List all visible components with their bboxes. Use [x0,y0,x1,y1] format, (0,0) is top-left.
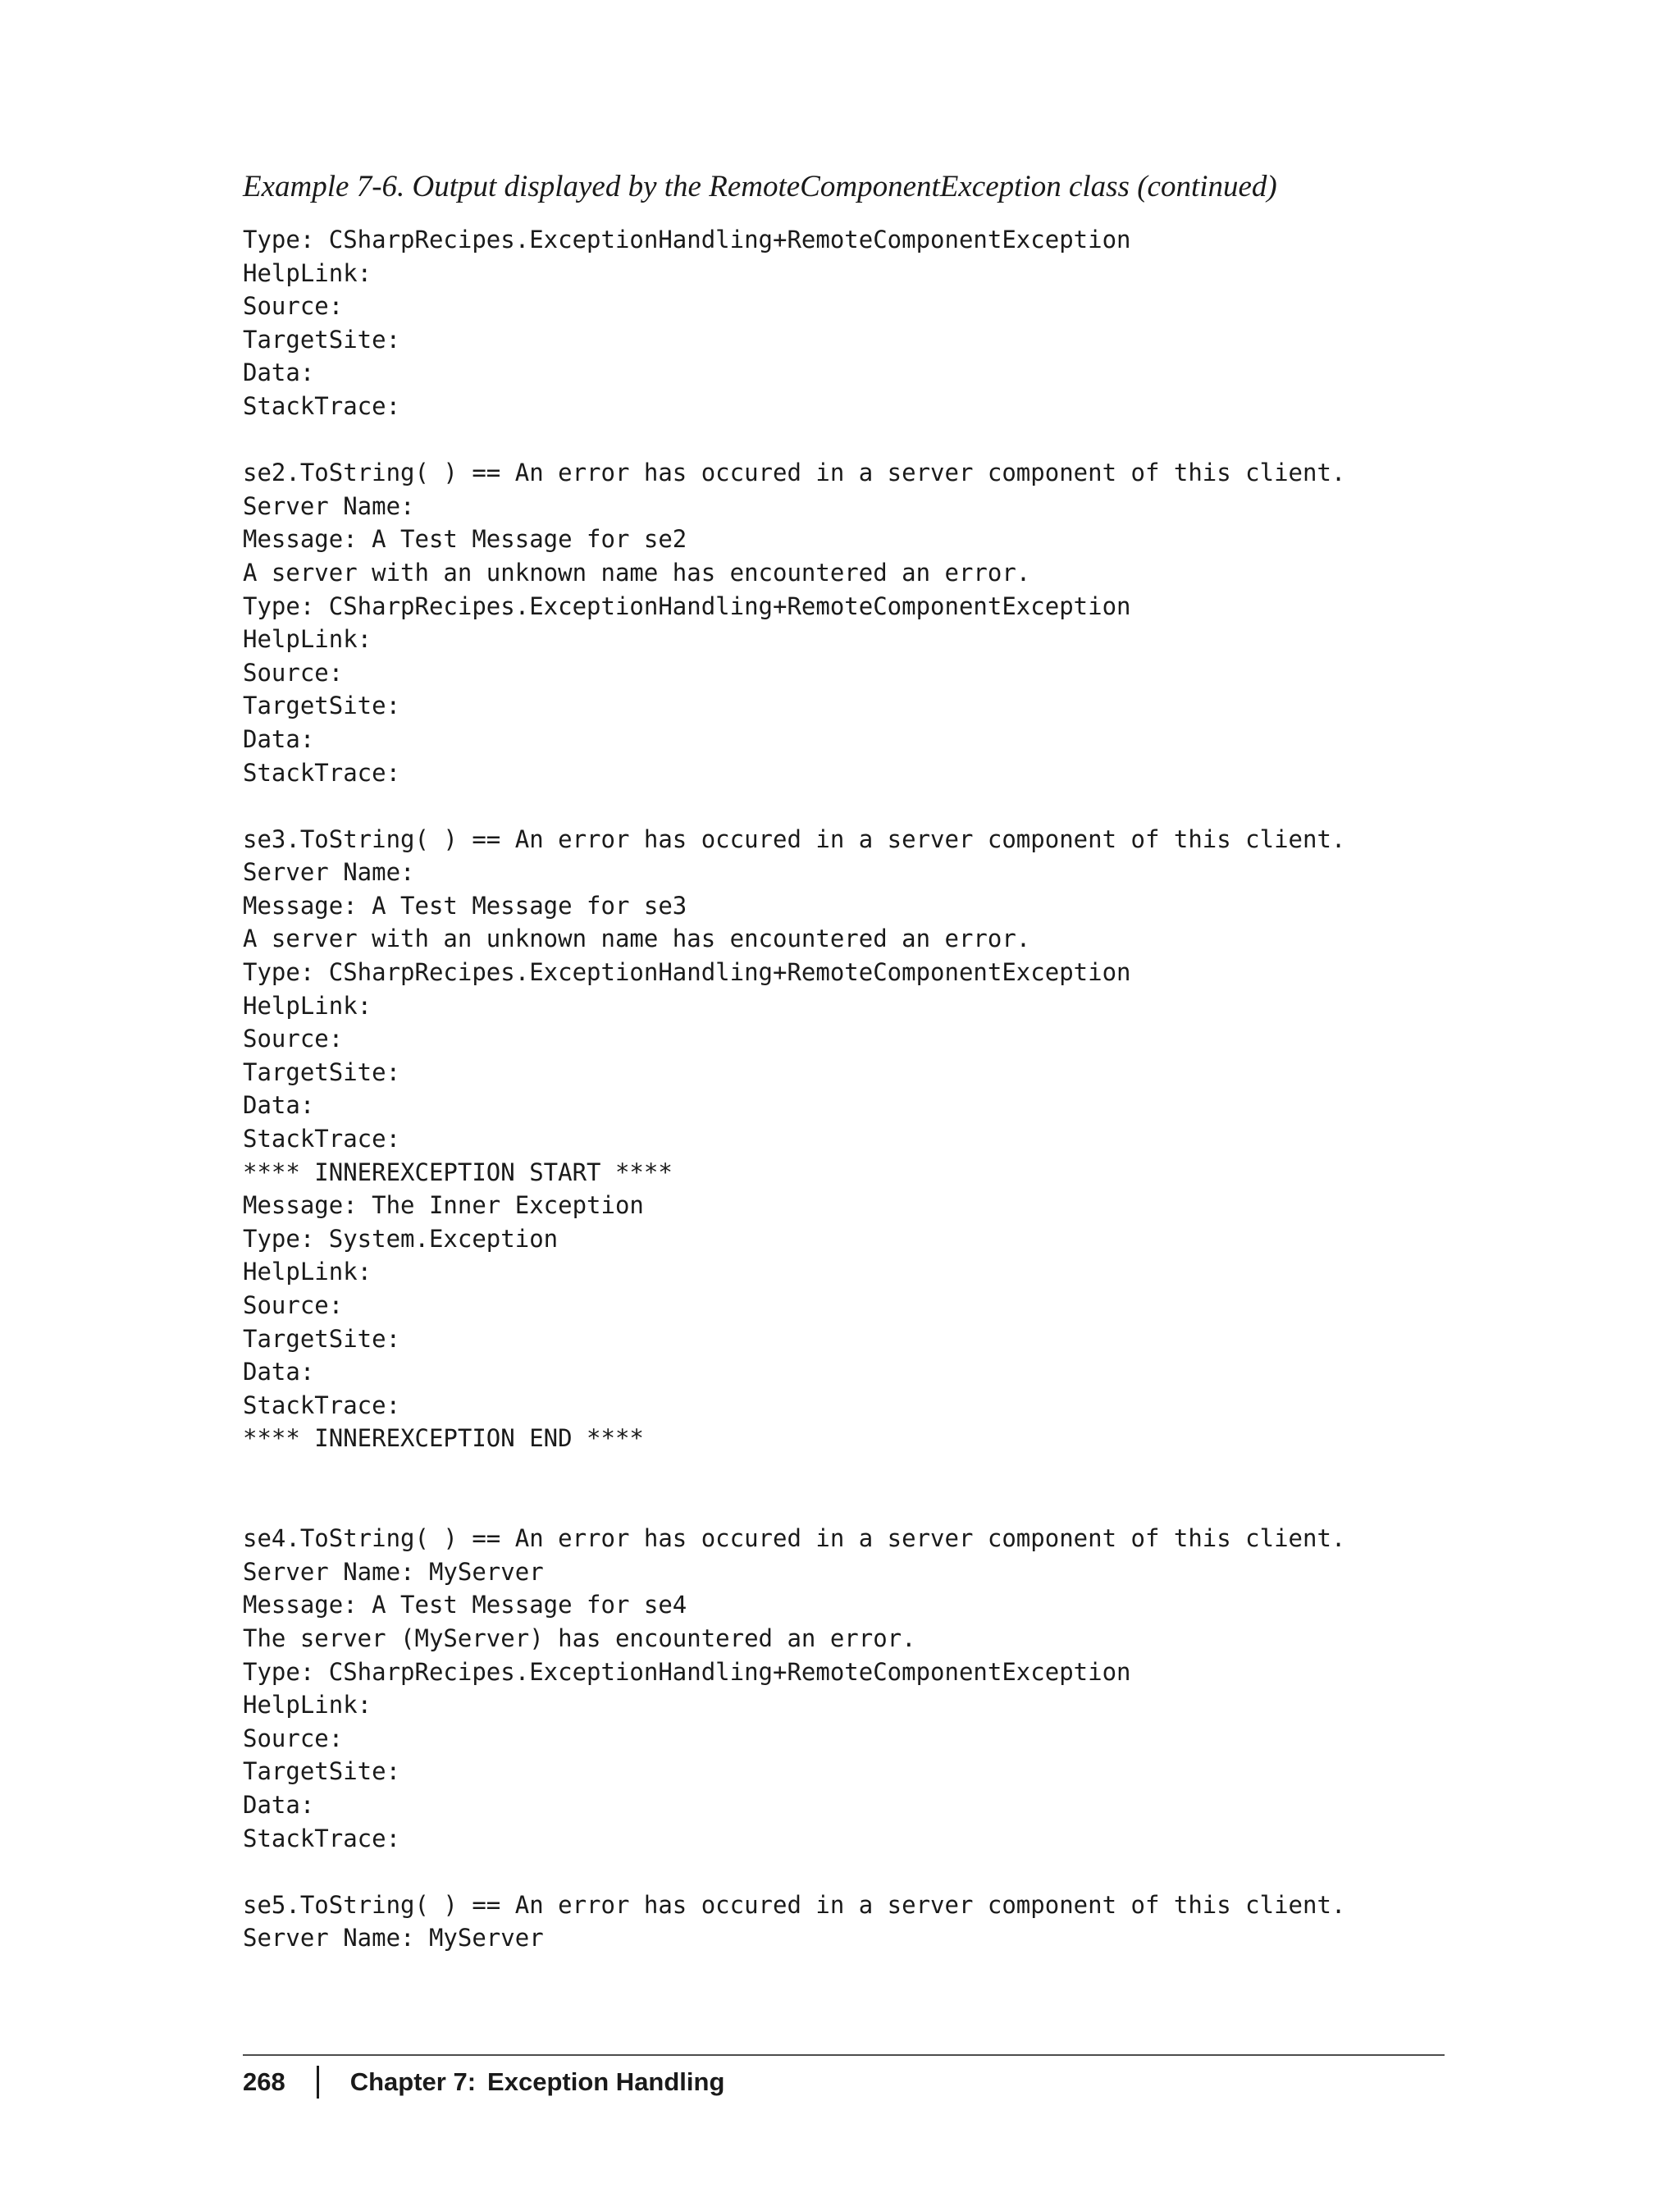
footer-separator [317,2066,319,2099]
code-line: Type: System.Exception [243,1224,559,1253]
code-line: Message: The Inner Exception [243,1191,644,1220]
code-line: TargetSite: [243,1057,401,1086]
code-line: TargetSite: [243,692,401,720]
code-line: The server (MyServer) has encountered an error. [243,1624,916,1652]
code-line: se4.ToString( ) == An error has occured in a server component of this client. [243,1524,1346,1553]
page-number: 268 [243,2067,285,2096]
code-line: se2.ToString( ) == An error has occured in a server component of this client. [243,459,1346,487]
code-line: Server Name: [243,858,415,887]
code-line: Source: [243,1724,344,1752]
code-line: Message: A Test Message for se2 [243,525,687,554]
code-line: HelpLink: [243,1691,372,1720]
code-line: StackTrace: [243,758,401,787]
code-line: Data: [243,1091,315,1120]
code-line: Type: CSharpRecipes.ExceptionHandling+RemoteComponentException [243,1657,1131,1686]
code-line: Message: A Test Message for se3 [243,891,687,920]
code-line: TargetSite: [243,325,401,354]
code-line [243,789,1345,823]
footer-rule [243,2054,1445,2056]
code-line: **** INNEREXCEPTION START **** [243,1158,673,1186]
code-line: HelpLink: [243,258,372,287]
code-line: TargetSite: [243,1757,401,1786]
code-line: se5.ToString( ) == An error has occured in a server component of this client. [243,1890,1346,1919]
chapter-title: Exception Handling [487,2067,725,2096]
code-line: TargetSite: [243,1324,401,1353]
code-line: Type: CSharpRecipes.ExceptionHandling+RemoteComponentException [243,958,1131,987]
page-footer [243,2059,724,2105]
chapter-label: Chapter 7: [349,2067,477,2096]
code-output-block [243,223,1345,1955]
code-line [243,423,1345,457]
code-line: Type: CSharpRecipes.ExceptionHandling+RemoteComponentException [243,591,1131,620]
code-line: Data: [243,1790,315,1819]
code-line: A server with an unknown name has encountered an error. [243,558,1031,587]
code-line: HelpLink: [243,1258,372,1286]
example-caption: Example 7-6. Output displayed by the RemoteComponentException class (continued) [243,170,1277,203]
code-line [243,1489,1345,1523]
code-line: Data: [243,724,315,753]
code-line: StackTrace: [243,1824,401,1852]
code-line: Server Name: MyServer [243,1924,544,1953]
code-line: **** INNEREXCEPTION END **** [243,1424,644,1453]
code-line: Message: A Test Message for se4 [243,1591,687,1619]
code-line: Data: [243,359,315,387]
code-line [243,1455,1345,1489]
code-line: A server with an unknown name has encountered an error. [243,925,1031,953]
code-line: HelpLink: [243,625,372,654]
code-line: Source: [243,292,344,321]
code-line: StackTrace: [243,1391,401,1419]
code-line: StackTrace: [243,1125,401,1153]
code-line: HelpLink: [243,991,372,1020]
code-line [243,1855,1345,1889]
code-line: Source: [243,1291,344,1319]
code-line: StackTrace: [243,391,401,420]
code-line: Data: [243,1358,315,1386]
code-line: Source: [243,658,344,687]
code-line: se3.ToString( ) == An error has occured in a server component of this client. [243,824,1346,853]
code-line: Server Name: MyServer [243,1557,544,1586]
code-line: Source: [243,1025,344,1053]
code-line: Type: CSharpRecipes.ExceptionHandling+RemoteComponentException [243,226,1131,253]
code-line: Server Name: [243,491,415,520]
